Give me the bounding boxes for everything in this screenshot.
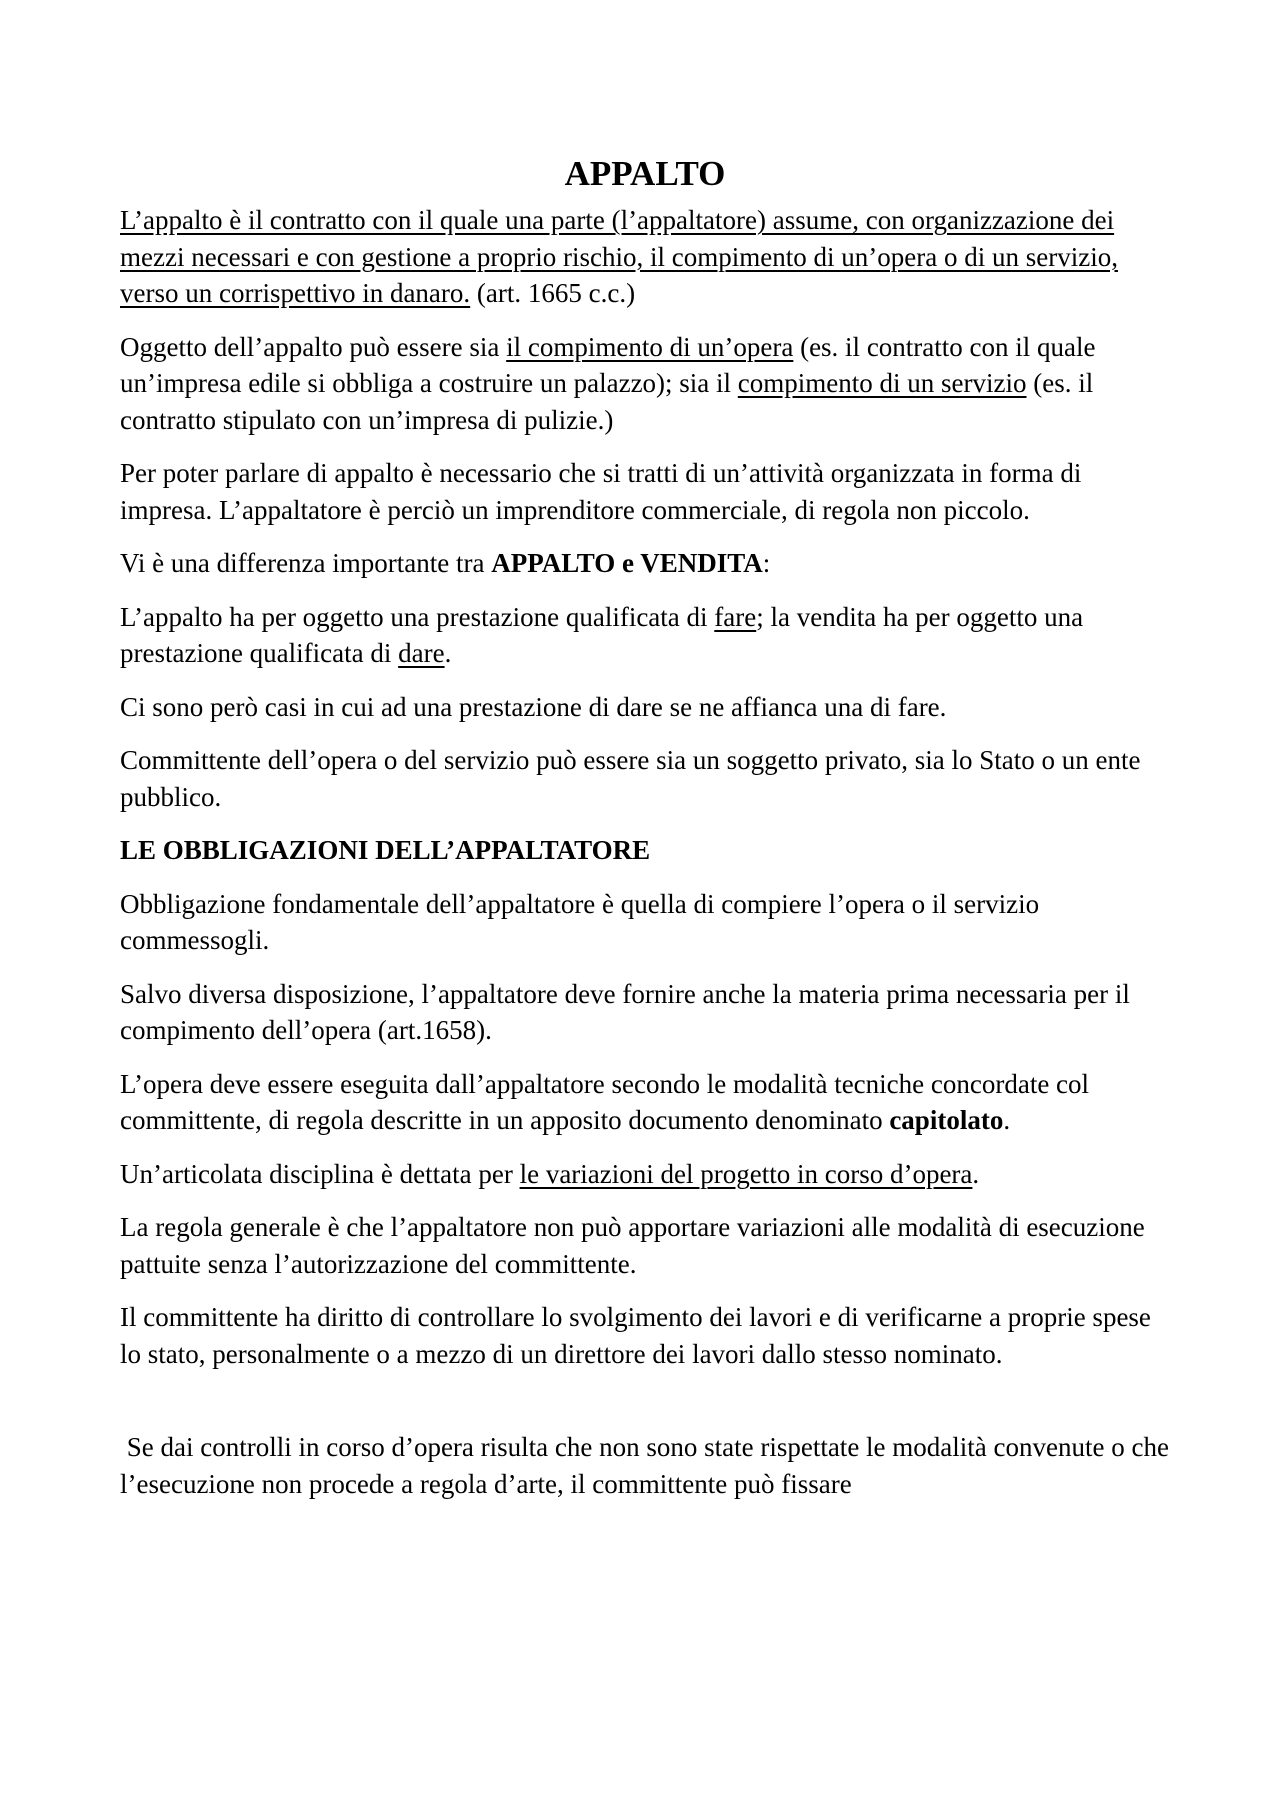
capitolato-bold: capitolato	[889, 1105, 1004, 1135]
fare-dare-text-2: ; la vendita ha per oggetto una prestazione qualificata di	[120, 601, 1084, 668]
oggetto-text-3: (es. il contratto stipulato con un’impresa di pulizie.)	[120, 368, 1094, 435]
capitolato-text-1: L’opera deve essere eseguita dall’appaltatore secondo le modalità tecniche concordate col committente, di regola descritte in un apposito documento denominato	[120, 1068, 1090, 1135]
paragraph-casi: Ci sono però casi in cui ad una prestazione di dare se ne affianca una di fare.	[120, 691, 947, 722]
fare-underline: fare	[714, 601, 757, 632]
paragraph-oggetto	[120, 329, 1170, 439]
paragraph-obbligazione-fondamentale: Obbligazione fondamentale dell’appaltatore è quella di compiere l’opera o il servizio commessogli.	[120, 888, 1040, 955]
definition-underlined-text: L’appalto è il contratto con il quale una parte (l’appaltatore) assume, con organizzazione dei mezzi necessari e con gestione a proprio rischio, il compimento di un’opera o di un servizio, verso un corrispettivo in danaro.	[120, 205, 1118, 308]
differenza-bold: APPALTO e VENDITA	[491, 548, 763, 578]
paragraph-variazioni	[120, 1156, 1170, 1193]
oggetto-underline-opera: il compimento di un’opera	[506, 331, 794, 362]
paragraph-committente: Committente dell’opera o del servizio può essere sia un soggetto privato, sia lo Stato o un ente pubblico.	[120, 745, 1141, 812]
variazioni-text-1: Un’articolata disciplina è dettata per	[120, 1158, 520, 1189]
variazioni-text-2: .	[972, 1158, 980, 1189]
capitolato-text-2: .	[1003, 1105, 1011, 1135]
definition-article-ref: (art. 1665 c.c.)	[470, 278, 636, 308]
differenza-text-1: Vi è una differenza importante tra	[120, 548, 492, 578]
variazioni-underline: le variazioni del progetto in corso d’opera	[519, 1158, 973, 1189]
document-body	[120, 150, 1176, 1519]
document-title: APPALTO	[564, 154, 726, 193]
oggetto-text-1: Oggetto dell’appalto può essere sia	[120, 331, 507, 362]
dare-underline: dare	[398, 638, 445, 668]
paragraph-differenza	[120, 545, 1170, 582]
paragraph-definition	[120, 202, 1170, 312]
fare-dare-text-1: L’appalto ha per oggetto una prestazione qualificata di	[120, 601, 715, 632]
fare-dare-text-3: .	[444, 638, 452, 668]
paragraph-fare-dare	[120, 599, 1170, 672]
oggetto-text-2: (es. il contratto con il quale un’impresa edile si obbliga a costruire un palazzo); sia il	[120, 331, 1096, 398]
paragraph-impresa: Per poter parlare di appalto è necessario che si tratti di un’attività organizzata in forma di impresa. L’appaltatore è perciò un imprenditore commerciale, di regola non piccolo.	[120, 458, 1082, 525]
differenza-text-2: :	[762, 548, 771, 578]
paragraph-capitolato	[120, 1066, 1170, 1139]
paragraph-controlli-corso-opera: Se dai controlli in corso d’opera risulta che non sono state rispettate le modalità convenute o che l’esecuzione non procede a regola d’arte, il committente può fissare	[120, 1432, 1176, 1499]
blank-line	[120, 1389, 1170, 1429]
paragraph-materia-prima: Salvo diversa disposizione, l’appaltatore deve fornire anche la materia prima necessaria per il compimento dell’opera (art.1658).	[120, 978, 1130, 1045]
paragraph-regola-generale: La regola generale è che l’appaltatore non può apportare variazioni alle modalità di esecuzione pattuite senza l’autorizzazione del committente.	[120, 1212, 1145, 1279]
section-title-obbligazioni: LE OBBLIGAZIONI DELL’APPALTATORE	[120, 835, 651, 865]
oggetto-underline-servizio: compimento di un servizio	[737, 368, 1027, 398]
paragraph-controllo: Il committente ha diritto di controllare lo svolgimento dei lavori e di verificarne a proprie spese lo stato, personalmente o a mezzo di un direttore dei lavori dallo stesso nominato.	[120, 1302, 1151, 1369]
